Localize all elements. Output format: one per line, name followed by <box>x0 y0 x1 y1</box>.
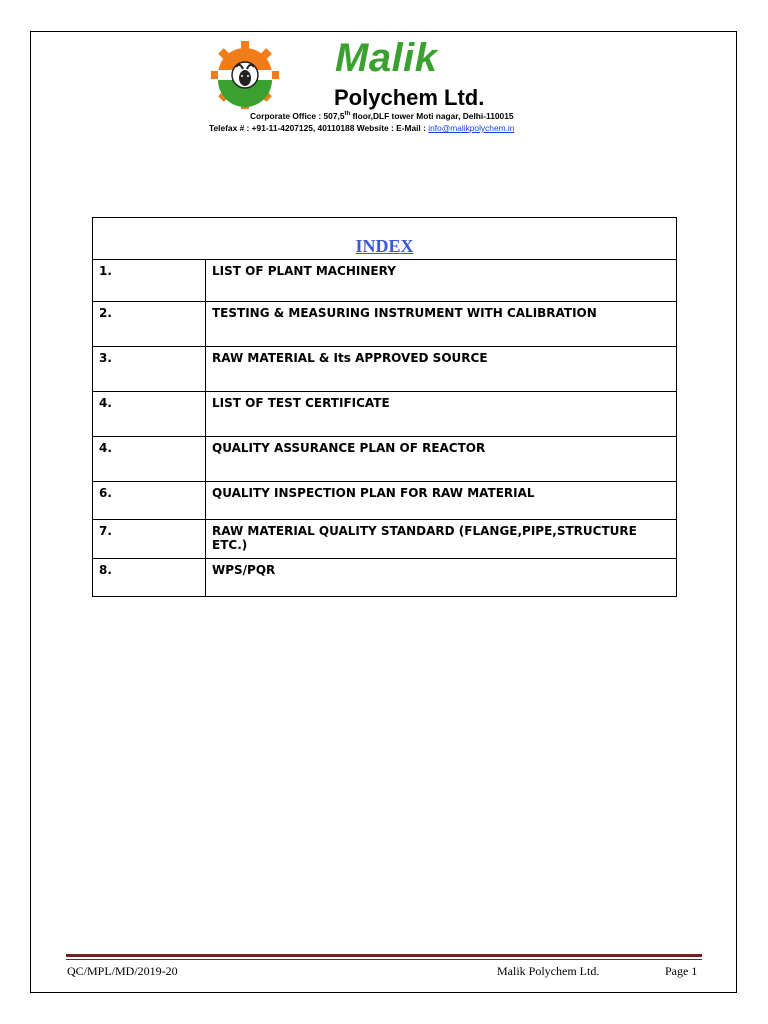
index-title: INDEX <box>93 218 677 260</box>
row-number: 4. <box>93 437 206 482</box>
row-title: RAW MATERIAL QUALITY STANDARD (FLANGE,PIPE,STRUCTURE ETC.) <box>206 520 677 559</box>
index-table <box>92 217 677 597</box>
row-number: 3. <box>93 347 206 392</box>
row-title: RAW MATERIAL & Its APPROVED SOURCE <box>206 347 677 392</box>
row-number: 2. <box>93 302 206 347</box>
address-prefix: Corporate Office : 507,5 <box>250 111 345 121</box>
row-title: LIST OF TEST CERTIFICATE <box>206 392 677 437</box>
table-row <box>93 520 677 559</box>
row-number: 1. <box>93 260 206 302</box>
row-title: QUALITY ASSURANCE PLAN OF REACTOR <box>206 437 677 482</box>
corporate-address <box>250 111 514 121</box>
footer-doc-code: QC/MPL/MD/2019-20 <box>67 964 178 978</box>
company-brand-name: Malik <box>335 36 438 80</box>
table-row <box>93 437 677 482</box>
footer-company: Malik Polychem Ltd. <box>497 964 600 978</box>
contact-text: Telefax # : +91-11-4207125, 40110188 Website : E-Mail : <box>209 123 429 133</box>
email-link[interactable]: info@malikpolychem.in <box>428 123 515 133</box>
contact-line <box>209 123 514 133</box>
table-row <box>93 482 677 520</box>
table-row <box>93 559 677 597</box>
table-row <box>93 347 677 392</box>
row-number: 7. <box>93 520 206 559</box>
table-row <box>93 260 677 302</box>
footer-divider-thin <box>66 959 702 960</box>
row-number: 8. <box>93 559 206 597</box>
row-title: TESTING & MEASURING INSTRUMENT WITH CALIBRATION <box>206 302 677 347</box>
table-row <box>93 302 677 347</box>
row-title: QUALITY INSPECTION PLAN FOR RAW MATERIAL <box>206 482 677 520</box>
company-subtitle: Polychem Ltd. <box>334 85 485 110</box>
footer-page-number: Page 1 <box>665 964 698 978</box>
row-number: 6. <box>93 482 206 520</box>
table-row <box>93 392 677 437</box>
gear-cow-logo-icon <box>210 40 280 110</box>
address-superscript: th <box>344 111 351 118</box>
row-title: WPS/PQR <box>206 559 677 597</box>
address-suffix: floor,DLF tower Moti nagar, Delhi-110015 <box>350 111 514 121</box>
row-title: LIST OF PLANT MACHINERY <box>206 260 677 302</box>
footer-divider-thick <box>66 954 702 957</box>
row-number: 4. <box>93 392 206 437</box>
